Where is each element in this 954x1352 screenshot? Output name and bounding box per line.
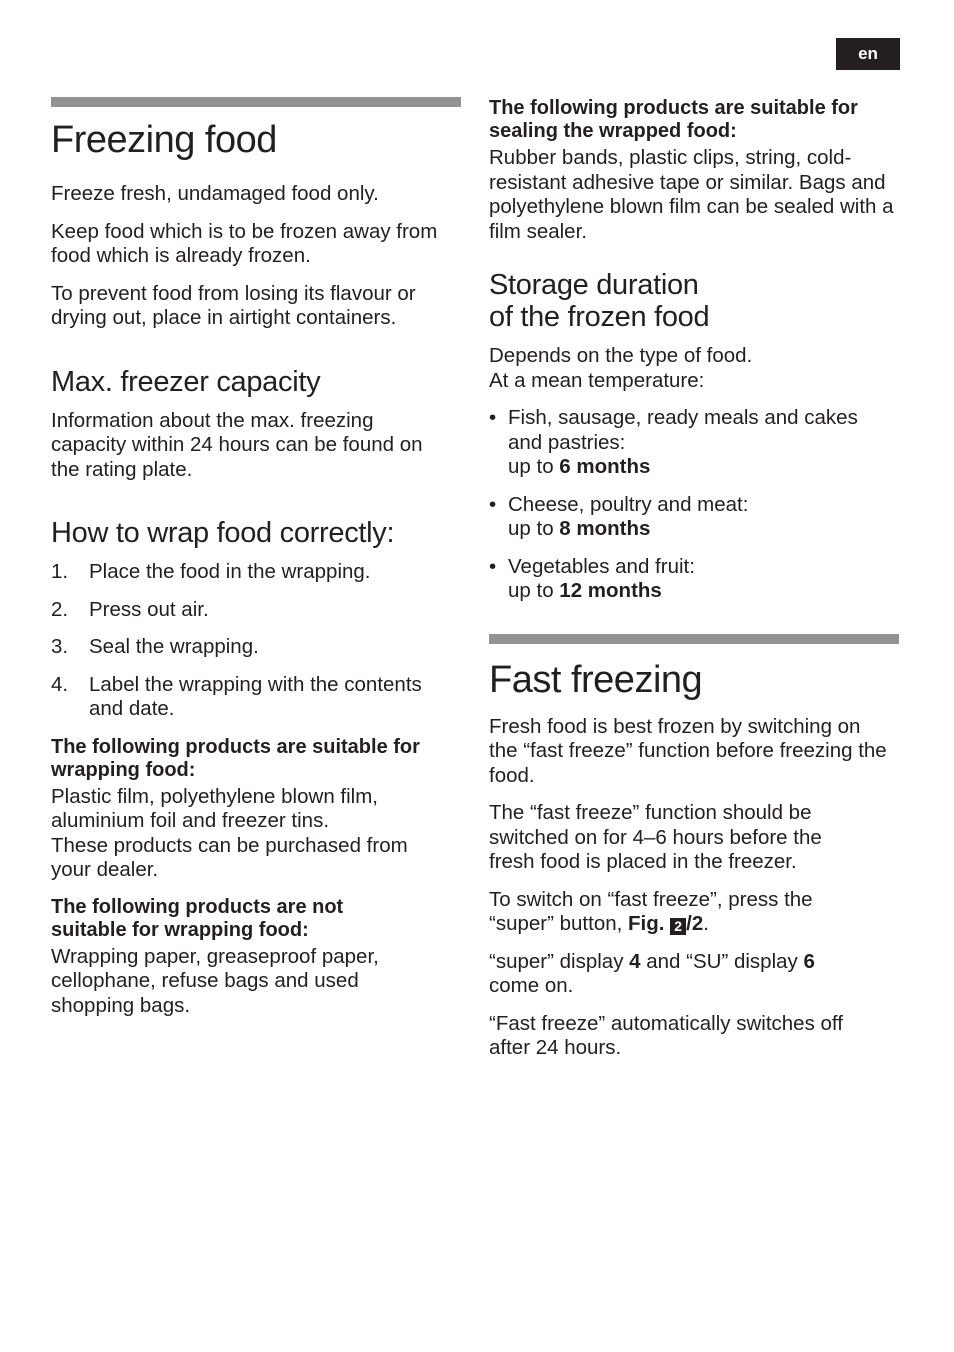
freezing-paragraph-1: Freeze fresh, undamaged food only. xyxy=(51,182,379,205)
list-item-content xyxy=(508,406,893,480)
display-number-4: 4 xyxy=(629,949,641,973)
food-category: Cheese, poultry and meat: xyxy=(508,492,749,516)
figure-label: Fig. xyxy=(628,912,665,935)
list-item xyxy=(489,555,899,604)
freezing-paragraph-3: To prevent food from losing its flavour or drying out, place in airtight containers. xyxy=(51,281,416,329)
duration-value: 12 months xyxy=(559,579,662,602)
duration-value: 8 months xyxy=(559,517,651,540)
figure-reference: /2 xyxy=(686,912,704,935)
duration-prefix: up to xyxy=(508,517,560,540)
list-item xyxy=(51,560,461,585)
section-rule xyxy=(489,634,899,644)
come-on-text: come on. xyxy=(489,974,574,997)
duration-value: 6 months xyxy=(559,455,651,478)
max-capacity-heading: Max. freezer capacity xyxy=(51,365,321,398)
storage-intro-paragraph xyxy=(489,344,899,393)
bullet: • xyxy=(489,406,497,429)
fast-freezing-paragraph-1: Fresh food is best frozen by switching on the “fast freeze” function before freezing the food. xyxy=(489,714,887,787)
step-text: Seal the wrapping. xyxy=(89,635,259,658)
list-item-content xyxy=(508,555,695,604)
wrap-food-heading: How to wrap food correctly: xyxy=(51,517,395,549)
fast-freezing-heading: Fast freezing xyxy=(489,658,703,701)
list-item xyxy=(51,673,461,722)
super-button-instruction: To switch on “fast freeze”, press the “super” button, xyxy=(489,887,813,935)
storage-duration-list xyxy=(489,406,899,604)
bullet: • xyxy=(489,554,497,578)
fast-freezing-paragraph-4 xyxy=(489,950,859,999)
right-column xyxy=(489,97,899,1061)
storage-intro-line-1: Depends on the type of food. xyxy=(489,344,753,367)
step-number: 3. xyxy=(51,635,69,658)
capacity-paragraph: Information about the max. freezing capacity within 24 hours can be found on the rating plate. xyxy=(51,408,423,481)
list-item xyxy=(489,406,899,480)
bullet: • xyxy=(489,492,497,516)
figure-number-badge: 2 xyxy=(670,918,686,935)
fast-freezing-paragraph-2: The “fast freeze” function should be switched on for 4–6 hours before the fresh food is placed in the freezer. xyxy=(489,801,822,873)
storage-intro-line-2: At a mean temperature: xyxy=(489,368,705,392)
fast-freezing-paragraph-3 xyxy=(489,888,819,937)
sealing-products-paragraph: Rubber bands, plastic clips, string, cold-resistant adhesive tape or similar. Bags and polyethylene blown film can be sealed with a film sealer. xyxy=(489,146,894,243)
food-category: Fish, sausage, ready meals and cakes and pastries: xyxy=(508,406,858,454)
list-item-content xyxy=(508,493,748,542)
list-item xyxy=(51,635,461,660)
food-category: Vegetables and fruit: xyxy=(508,554,695,578)
duration-prefix: up to xyxy=(508,455,560,478)
display-number-6: 6 xyxy=(803,949,815,973)
step-number: 4. xyxy=(51,672,69,696)
suitable-products-heading: The following products are suitable for wrapping food: xyxy=(51,735,420,781)
sealing-products-heading: The following products are suitable for sealing the wrapped food: xyxy=(489,97,858,142)
step-text: Press out air. xyxy=(89,597,209,621)
fast-freezing-paragraph-5: “Fast freeze” automatically switches off after 24 hours. xyxy=(489,1011,843,1059)
not-suitable-products-heading: The following products are not suitable for wrapping food: xyxy=(51,895,344,941)
step-number: 1. xyxy=(51,560,69,583)
storage-duration-heading xyxy=(489,269,899,333)
step-text: Place the food in the wrapping. xyxy=(89,560,371,583)
sentence-end: . xyxy=(703,912,709,935)
section-rule xyxy=(51,97,461,107)
storage-heading-line-2: of the frozen food xyxy=(489,301,710,333)
step-text: Label the wrapping with the contents and date. xyxy=(89,672,422,720)
freezing-food-heading: Freezing food xyxy=(51,119,277,161)
suitable-products-paragraph: Plastic film, polyethylene blown film, aluminium foil and freezer tins. xyxy=(51,784,378,832)
storage-heading-line-1: Storage duration xyxy=(489,269,699,301)
wrap-steps-list xyxy=(51,560,461,722)
super-display-text: “super” display xyxy=(489,949,630,973)
left-column xyxy=(51,97,461,1018)
su-display-text: and “SU” display xyxy=(640,949,804,973)
duration-prefix: up to xyxy=(508,579,560,602)
dealer-paragraph: These products can be purchased from your dealer. xyxy=(51,833,408,881)
list-item xyxy=(51,598,461,623)
language-badge: en xyxy=(836,38,900,70)
not-suitable-products-paragraph: Wrapping paper, greaseproof paper, cellophane, refuse bags and used shopping bags. xyxy=(51,944,379,1017)
list-item xyxy=(489,493,899,542)
freezing-paragraph-2: Keep food which is to be frozen away from food which is already frozen. xyxy=(51,219,438,267)
step-number: 2. xyxy=(51,597,69,621)
